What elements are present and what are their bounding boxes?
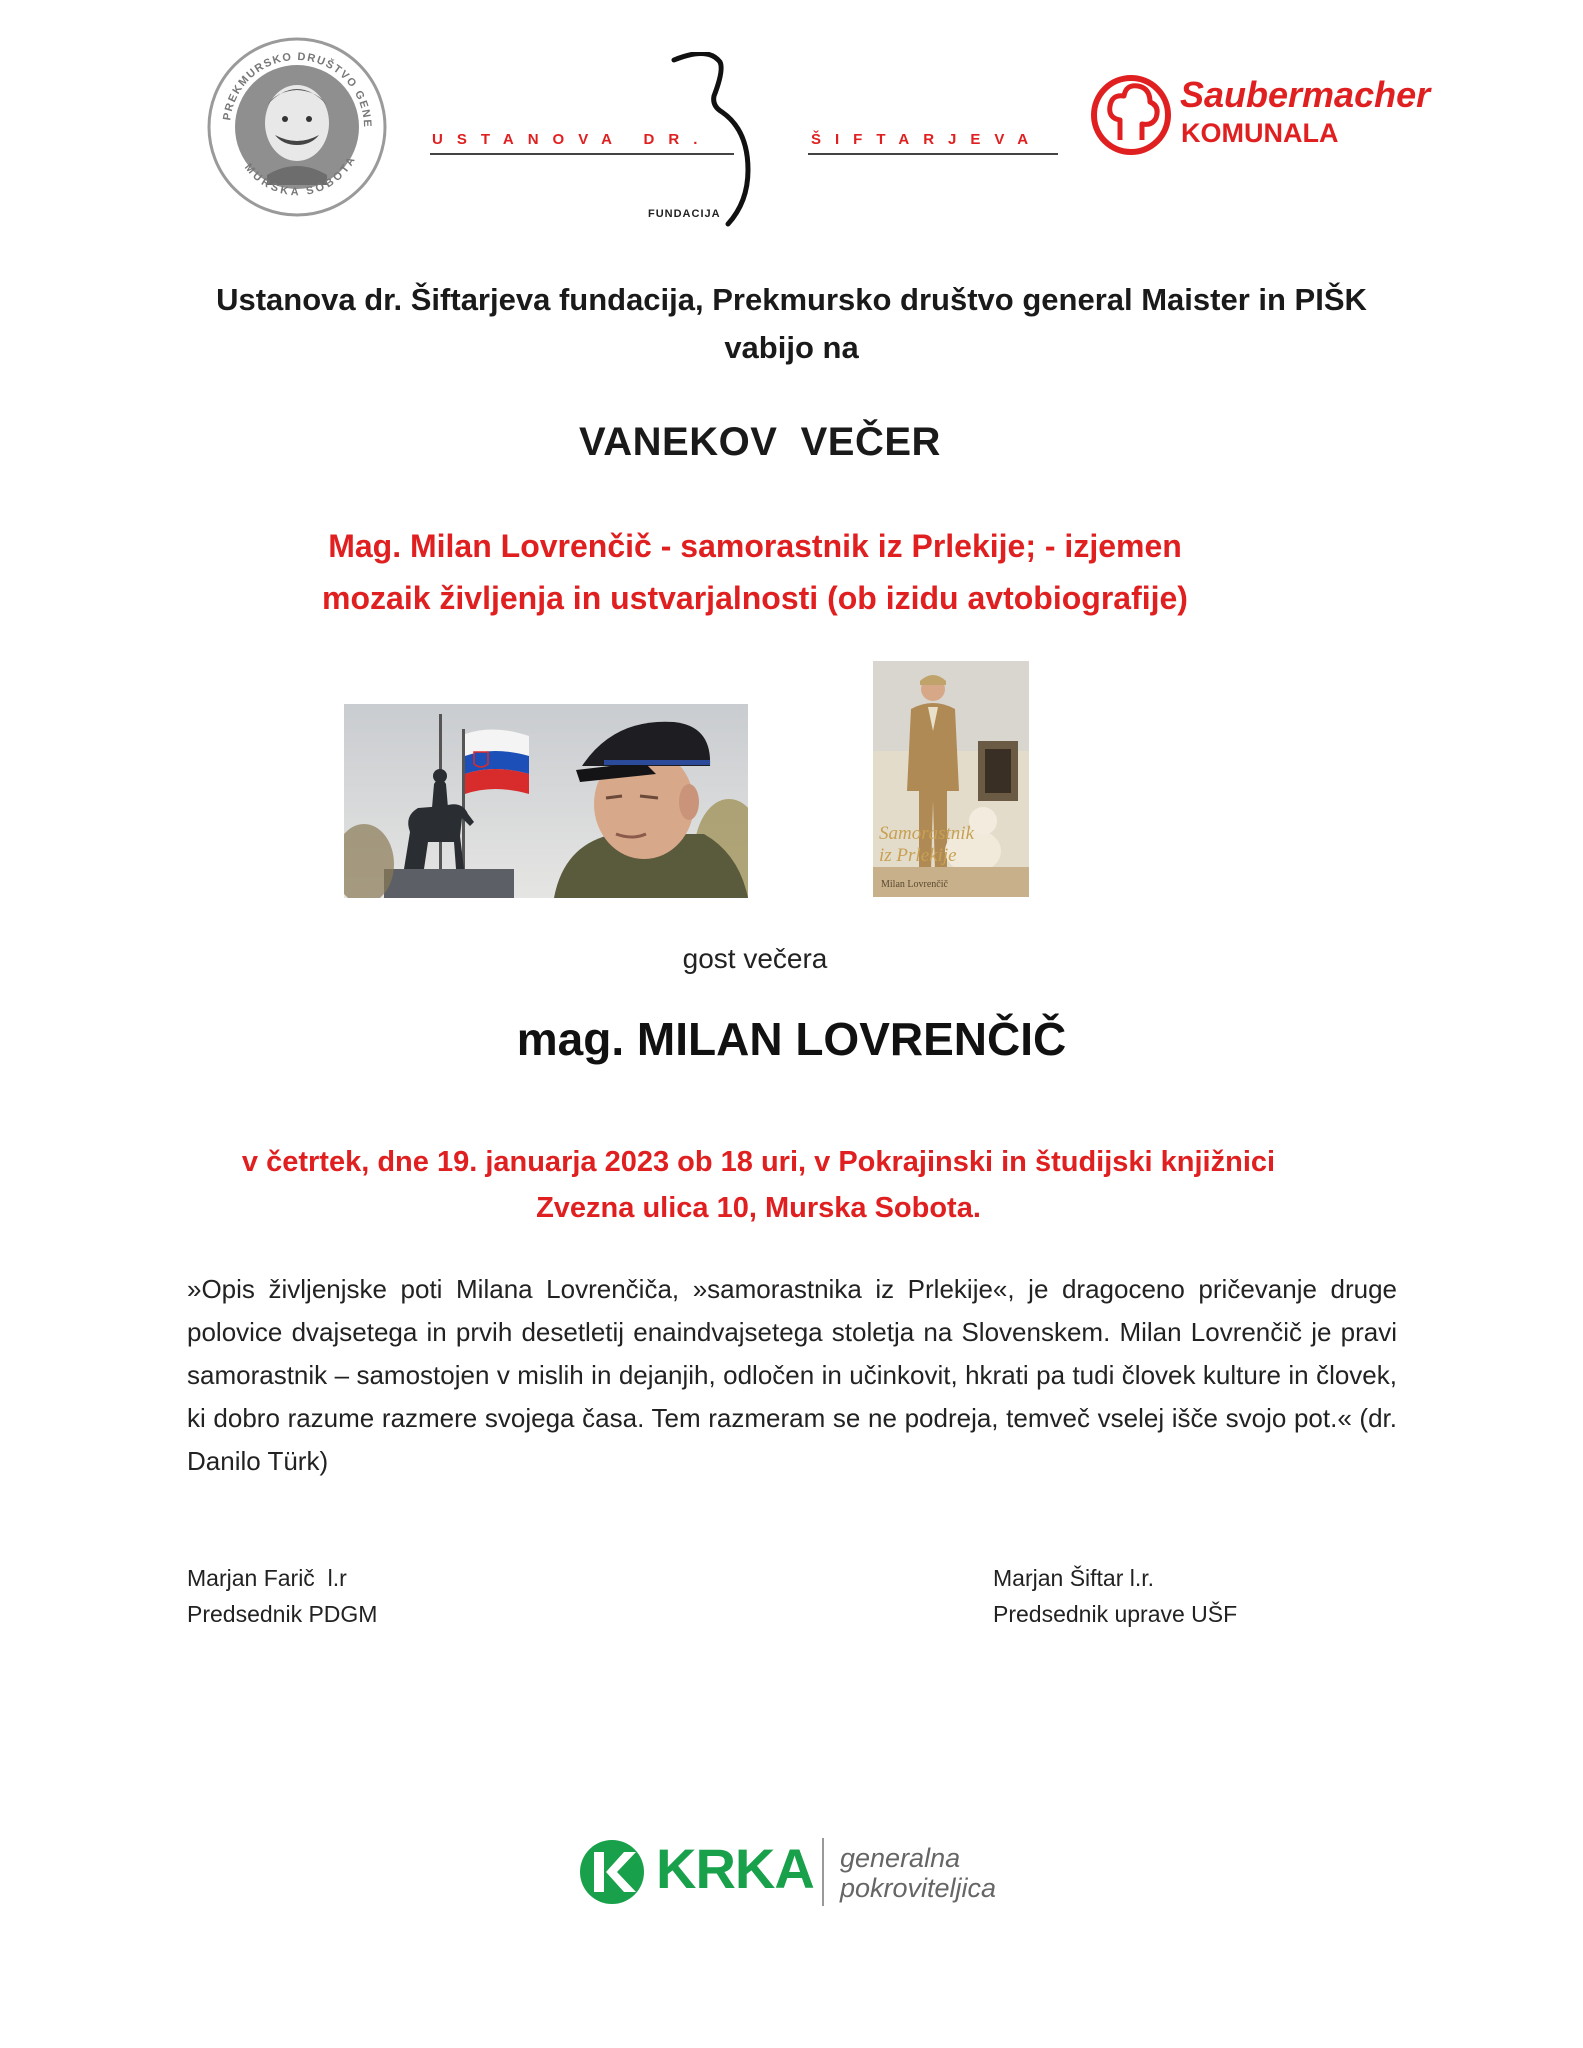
event-date-venue: v četrtek, dne 19. januarja 2023 ob 18 uri, v Pokrajinski in študijski knjižnici: [241, 1146, 1276, 1178]
usf-fundacija-label: FUNDACIJA: [648, 208, 721, 220]
signature-left-name: Marjan Farič l.r: [187, 1565, 347, 1591]
usf-name-left: USTANOVA DR.: [432, 131, 712, 148]
saubermacher-subname: KOMUNALA: [1181, 118, 1339, 148]
signature-right-name: Marjan Šiftar l.r.: [993, 1565, 1155, 1591]
guest-name: mag. MILAN LOVRENČIČ: [516, 1013, 1067, 1065]
guest-label: gost večera: [682, 943, 828, 974]
invite-line: vabijo na: [724, 330, 859, 365]
event-title: VANEKOV VEČER: [579, 420, 941, 464]
event-subtitle-line1: Mag. Milan Lovrenčič - samorastnik iz Prlekije; - izjemen: [328, 528, 1182, 564]
signature-left-role: Predsednik PDGM: [187, 1601, 378, 1627]
sponsor-role: [840, 1843, 996, 1903]
saubermacher-name: Saubermacher: [1180, 74, 1431, 115]
pdgm-seal-logo: [205, 35, 390, 220]
krka-k-icon: [578, 1838, 646, 1906]
sponsor-divider: [822, 1838, 824, 1906]
guest-photo-with-statue: [344, 704, 748, 898]
sponsor-role-line1: generalna: [840, 1843, 961, 1873]
book-cover-image: [873, 661, 1029, 897]
event-address: Zvezna ulica 10, Murska Sobota.: [536, 1192, 981, 1224]
usf-rule-right: [808, 153, 1058, 155]
book-author: Milan Lovrenčič: [881, 879, 948, 890]
book-title-line2: iz Prlekije: [879, 845, 957, 866]
usf-curve-mark: [668, 52, 768, 227]
book-title-line1: Samorastnik: [879, 823, 974, 844]
event-subtitle-line2: mozaik življenja in ustvarjalnosti (ob izidu avtobiografije): [322, 580, 1188, 616]
svg-text:PREKMURSKO DRUŠTVO GENERAL MAI: PREKMURSKO DRUŠTVO GENE: [221, 50, 374, 129]
endorsement-quote: »Opis življenjske poti Milana Lovrenčiča, »samorastnika iz Prlekije«, je dragoceno pričevanje druge polovice dvajsetega in prvih desetletij enaindvajsetega stoletja na Slovenskem. Milan Lovrenčič je pravi samorastnik – samostojen v mislih in dejanjih, odločen in učinkovit, hkrati pa tudi človek kulture in človek, ki dobro razume razmere svojega časa. Tem razmeram se ne podreja, temveč vselej išče svojo pot.« (dr. Danilo Türk): [187, 1274, 1397, 1476]
signature-right: [993, 1560, 1237, 1632]
organizers-line: Ustanova dr. Šiftarjeva fundacija, Prekmursko društvo general Maister in PIŠK: [216, 282, 1367, 317]
svg-text:MURSKA SOBOTA: MURSKA SOBOTA: [241, 152, 359, 199]
signature-right-role: Predsednik uprave UŠF: [993, 1601, 1238, 1627]
signature-left: [187, 1560, 377, 1632]
saubermacher-tree-icon: [1090, 70, 1172, 156]
sponsor-role-line2: pokroviteljica: [840, 1873, 997, 1903]
usf-name-right: ŠIFTARJEVA: [811, 131, 1043, 148]
krka-wordmark: KRKA: [656, 1837, 814, 1900]
